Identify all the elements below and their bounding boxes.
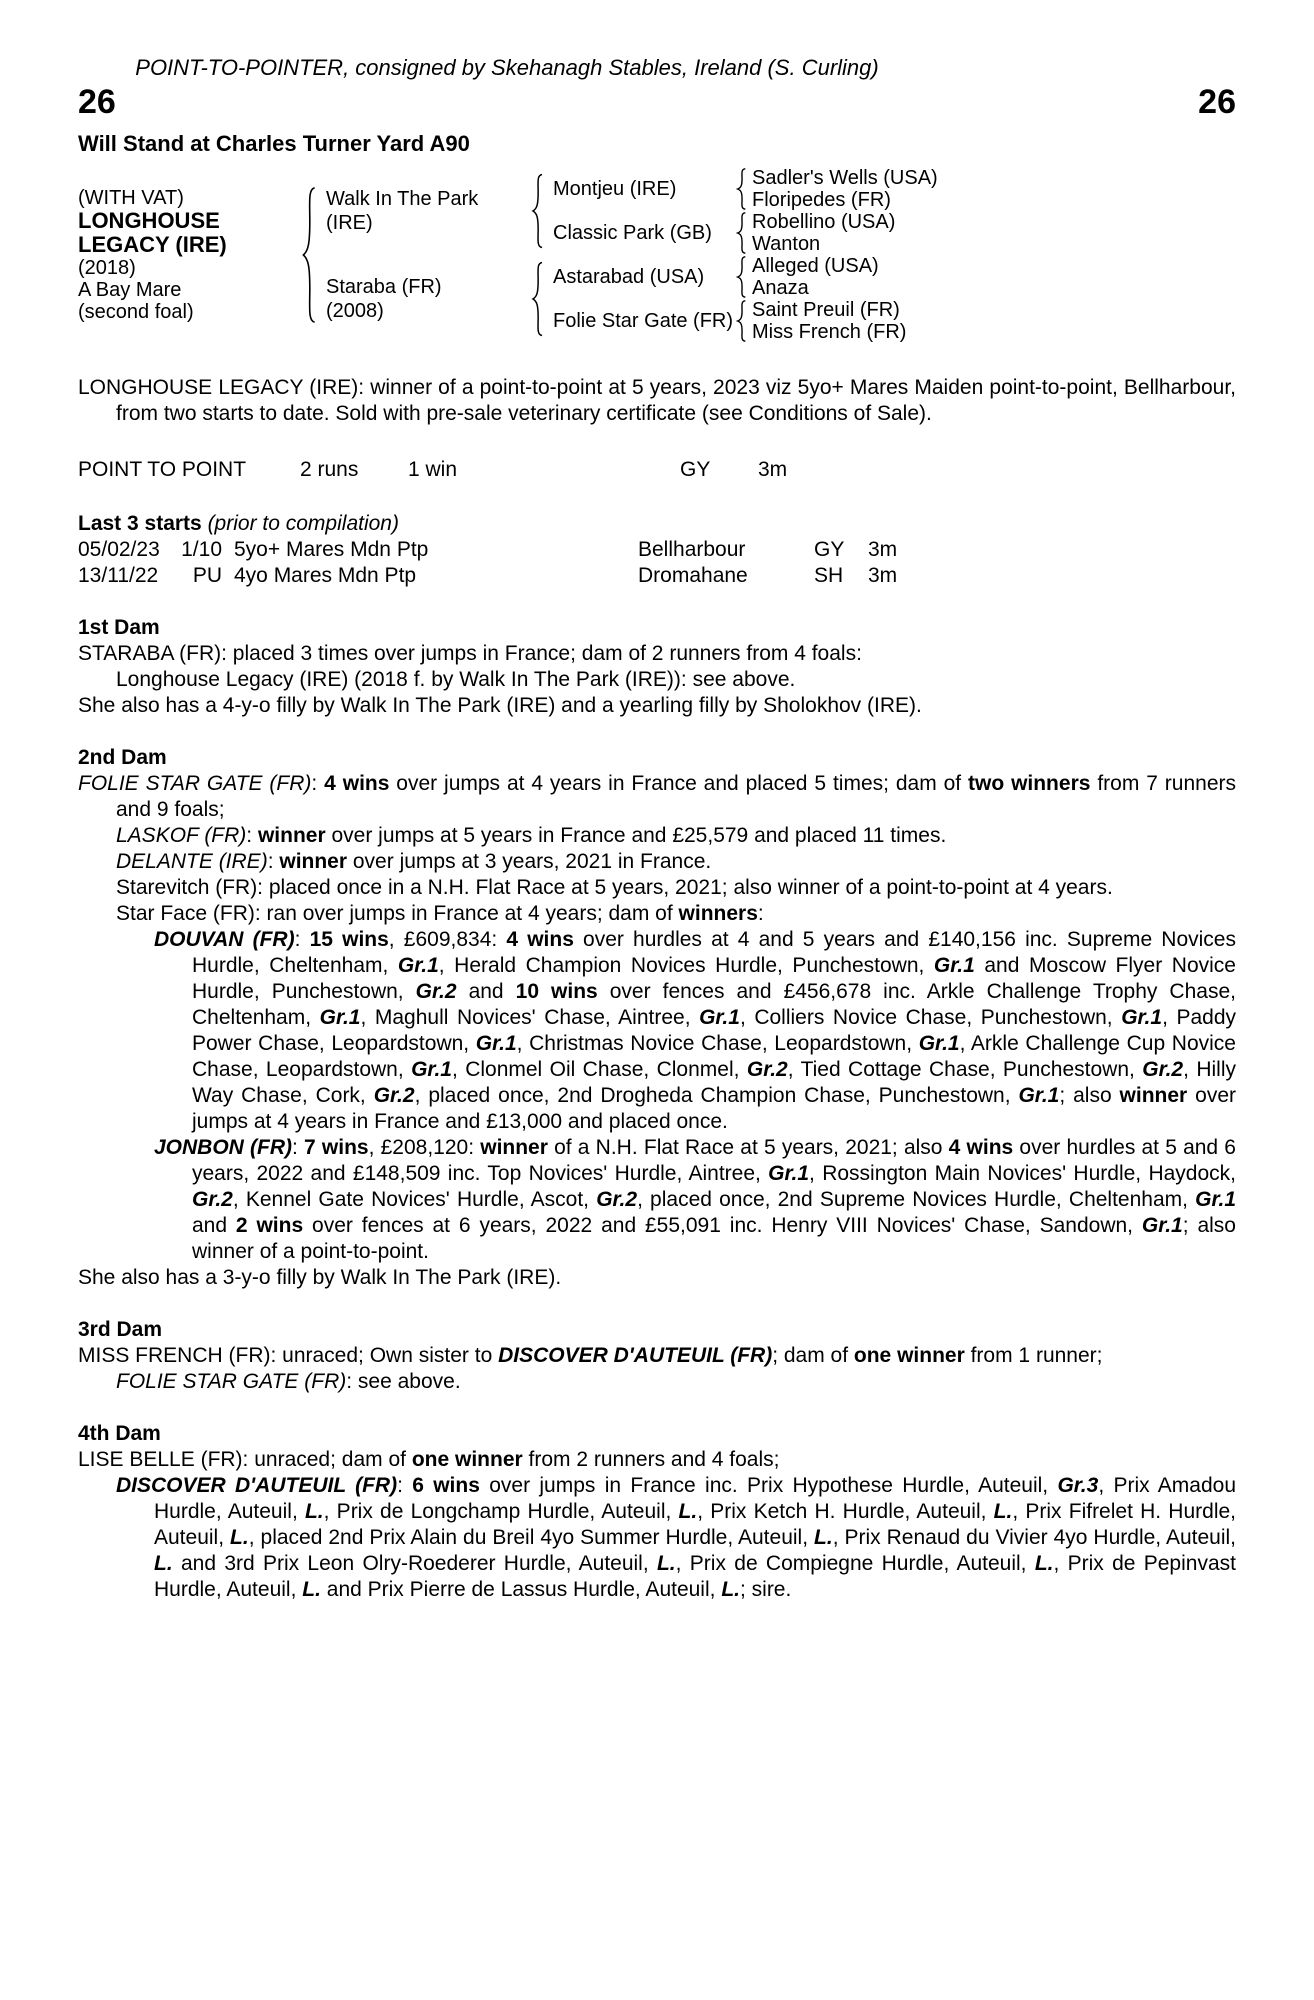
dam-sire-name: Astarabad (USA): [553, 266, 705, 288]
lot-description: LONGHOUSE LEGACY (IRE): winner of a point-to-point at 5 years, 2023 viz 5yo+ Mares Maiden point-to-point, Bellharbour, from two starts to date. Sold with pre-sale veterinary certificate (see Conditions of Sale).: [78, 376, 1236, 425]
dam-dam-name: Folie Star Gate (FR): [553, 310, 734, 332]
fourth-dam-heading: 4th Dam: [78, 1422, 161, 1445]
ancestor-name: Sadler's Wells (USA): [752, 167, 938, 189]
second-dam-produce: LASKOF (FR): winner over jumps at 5 years in France and £25,579 and placed 11 times.: [116, 824, 947, 847]
pedigree-brace-gen1: [301, 185, 317, 325]
sire-dam-branch: [549, 211, 938, 255]
consignor-line: POINT-TO-POINTER, consigned by Skehanagh Stables, Ireland (S. Curling): [135, 55, 879, 80]
lot-number-left: 26: [78, 83, 116, 121]
horse-name-line2: LEGACY (IRE): [78, 232, 227, 257]
ancestor-name: Alleged (USA): [752, 255, 879, 277]
start-going: GY: [814, 538, 845, 561]
dam-dam-branch: [549, 299, 906, 343]
sire-sire-branch: [549, 167, 938, 211]
start-distance: 3m: [868, 538, 898, 561]
dam-sire-branch: [549, 255, 906, 299]
pedigree-brace-sire-sire: [736, 168, 747, 210]
start-race: 4yo Mares Mdn Ptp: [234, 564, 417, 587]
discover-dauteuil-paragraph: DISCOVER D'AUTEUIL (FR): 6 wins over jumps in France inc. Prix Hypothese Hurdle, Auteuil, Gr.3, Prix Amadou Hurdle, Auteuil, L., Prix de Longchamp Hurdle, Auteuil, L., Prix Ketch H. Hurdle, Auteuil, L., Prix Fifrelet H. Hurdle, Auteuil, L., placed 2nd Prix Alain du Breil 4yo Summer Hurdle, Auteuil, L., Prix Renaud du Vivier 4yo Hurdle, Auteuil, L. and 3rd Prix Leon Olry-Roederer Hurdle, Auteuil, L., Prix de Compiegne Hurdle, Auteuil, L., Prix de Pepinvast Hurdle, Auteuil, L. and Prix Pierre de Lassus Hurdle, Auteuil, L.; sire.: [116, 1474, 1237, 1601]
race-record-label: POINT TO POINT: [78, 458, 247, 481]
second-dam-heading: 2nd Dam: [78, 746, 167, 769]
dam-year: (2008): [326, 300, 384, 322]
lot-number-row: [78, 85, 1236, 119]
ancestor-name: Wanton: [752, 233, 821, 255]
second-dam-note: She also has a 3-y-o filly by Walk In The Park (IRE).: [78, 1266, 562, 1289]
fourth-dam-paragraph: LISE BELLE (FR): unraced; dam of one winner from 2 runners and 4 foals;: [78, 1448, 780, 1471]
second-dam-produce: DELANTE (IRE): winner over jumps at 3 years, 2021 in France.: [116, 850, 712, 873]
ancestor-name: Robellino (USA): [752, 211, 896, 233]
start-position: PU: [192, 564, 222, 587]
pedigree-brace-sire: [531, 173, 544, 249]
dam-dam-parents: [752, 299, 906, 343]
dam-parents: [549, 255, 906, 343]
race-record-distance: 3m: [758, 458, 788, 481]
sire-dam-parents: [752, 211, 895, 255]
sire-sire-name: Montjeu (IRE): [553, 178, 677, 200]
ancestor-name: Miss French (FR): [752, 321, 907, 343]
start-going: SH: [814, 564, 844, 587]
stand-location-line: Will Stand at Charles Turner Yard A90: [78, 131, 470, 156]
jonbon-paragraph: JONBON (FR): 7 wins, £208,120: winner of a N.H. Flat Race at 5 years, 2021; also 4 wins over hurdles at 5 and 6 years, 2022 and £148,509 inc. Top Novices' Hurdle, Aintree, Gr.1, Rossington Main Novices' Hurdle, Haydock, Gr.2, Kennel Gate Novices' Hurdle, Ascot, Gr.2, placed once, 2nd Supreme Novices Hurdle, Cheltenham, Gr.1 and 2 wins over fences at 6 years, 2022 and £55,091 inc. Henry VIII Novices' Chase, Sandown, Gr.1; also winner of a point-to-point.: [154, 1136, 1237, 1263]
horse-info-block: [78, 187, 296, 323]
pedigree-table: [78, 167, 1236, 343]
lot-number-right: 26: [1198, 83, 1236, 121]
ancestor-name: Anaza: [752, 277, 809, 299]
first-dam-heading: 1st Dam: [78, 616, 160, 639]
third-dam-heading: 3rd Dam: [78, 1318, 163, 1341]
pedigree-brace-dam: [531, 261, 544, 337]
ancestor-name: Saint Preuil (FR): [752, 299, 900, 321]
start-date: 05/02/23: [78, 538, 160, 561]
pedigree-brace-dam-sire: [736, 256, 747, 298]
sire-branch: [322, 167, 938, 255]
sire-name: Walk In The Park (IRE): [326, 188, 479, 234]
sire-sire-parents: [752, 167, 938, 211]
third-dam-produce: FOLIE STAR GATE (FR): see above.: [116, 1370, 461, 1393]
start-position: 1/10: [181, 538, 222, 561]
dam-sire-parents: [752, 255, 879, 299]
race-record-going: GY: [680, 458, 711, 481]
start-venue: Bellharbour: [638, 538, 746, 561]
ancestor-name: Floripedes (FR): [752, 189, 891, 211]
race-record-runs: 2 runs: [300, 458, 359, 481]
dam-name-block: [322, 275, 526, 323]
pedigree-brace-dam-dam: [736, 300, 747, 342]
horse-year: (2018): [78, 257, 136, 279]
race-record-wins: 1 win: [408, 458, 458, 481]
start-venue: Dromahane: [638, 564, 748, 587]
start-row: [78, 537, 1236, 563]
start-race: 5yo+ Mares Mdn Ptp: [234, 538, 429, 561]
sire-parents: [549, 167, 938, 255]
second-dam-produce: Star Face (FR): ran over jumps in France at 4 years; dam of winners:: [116, 902, 764, 925]
start-row: [78, 563, 1236, 589]
dam-name: Staraba (FR): [326, 276, 442, 298]
vat-note: (WITH VAT): [78, 187, 184, 209]
second-dam-produce: Starevitch (FR): placed once in a N.H. Flat Race at 5 years, 2021; also winner of a point-to-point at 4 years.: [116, 876, 1113, 899]
douvan-paragraph: DOUVAN (FR): 15 wins, £609,834: 4 wins over hurdles at 4 and 5 years and £140,156 inc. Supreme Novices Hurdle, Cheltenham, Gr.1, Herald Champion Novices Hurdle, Punchestown, Gr.1 and Moscow Flyer Novice Hurdle, Punchestown, Gr.2 and 10 wins over fences and £456,678 inc. Arkle Challenge Trophy Chase, Cheltenham, Gr.1, Maghull Novices' Chase, Aintree, Gr.1, Colliers Novice Chase, Punchestown, Gr.1, Paddy Power Chase, Leopardstown, Gr.1, Christmas Novice Chase, Leopardstown, Gr.1, Arkle Challenge Cup Novice Chase, Leopardstown, Gr.1, Clonmel Oil Chase, Clonmel, Gr.2, Tied Cottage Chase, Punchestown, Gr.2, Hilly Way Chase, Cork, Gr.2, placed once, 2nd Drogheda Champion Chase, Punchestown, Gr.1; also winner over jumps at 4 years in France and £13,000 and placed once.: [154, 928, 1237, 1133]
pedigree-brace-sire-dam: [736, 212, 747, 254]
first-dam-produce: Longhouse Legacy (IRE) (2018 f. by Walk In The Park (IRE)): see above.: [116, 668, 796, 691]
dam-branch: [322, 255, 938, 343]
third-dam-paragraph: MISS FRENCH (FR): unraced; Own sister to DISCOVER D'AUTEUIL (FR); dam of one winner from 1 runner;: [78, 1344, 1103, 1367]
first-dam-note: She also has a 4-y-o filly by Walk In The Park (IRE) and a yearling filly by Sholokhov (IRE).: [78, 694, 922, 717]
first-dam-paragraph: STARABA (FR): placed 3 times over jumps in France; dam of 2 runners from 4 foals:: [78, 642, 862, 665]
race-record-row: [78, 457, 1236, 483]
horse-name-line1: LONGHOUSE: [78, 208, 220, 233]
last-3-starts-section: [78, 511, 1236, 589]
horse-colour: A Bay Mare: [78, 279, 182, 301]
horse-foal-note: (second foal): [78, 301, 194, 323]
start-date: 13/11/22: [78, 564, 159, 587]
start-distance: 3m: [868, 564, 898, 587]
sire-dam-name: Classic Park (GB): [553, 222, 712, 244]
generation-1: [322, 167, 938, 343]
last-3-starts-heading: Last 3 starts (prior to compilation): [78, 512, 399, 535]
second-dam-paragraph: FOLIE STAR GATE (FR): 4 wins over jumps at 4 years in France and placed 5 times; dam of two winners from 7 runners and 9 foals;: [78, 772, 1236, 821]
